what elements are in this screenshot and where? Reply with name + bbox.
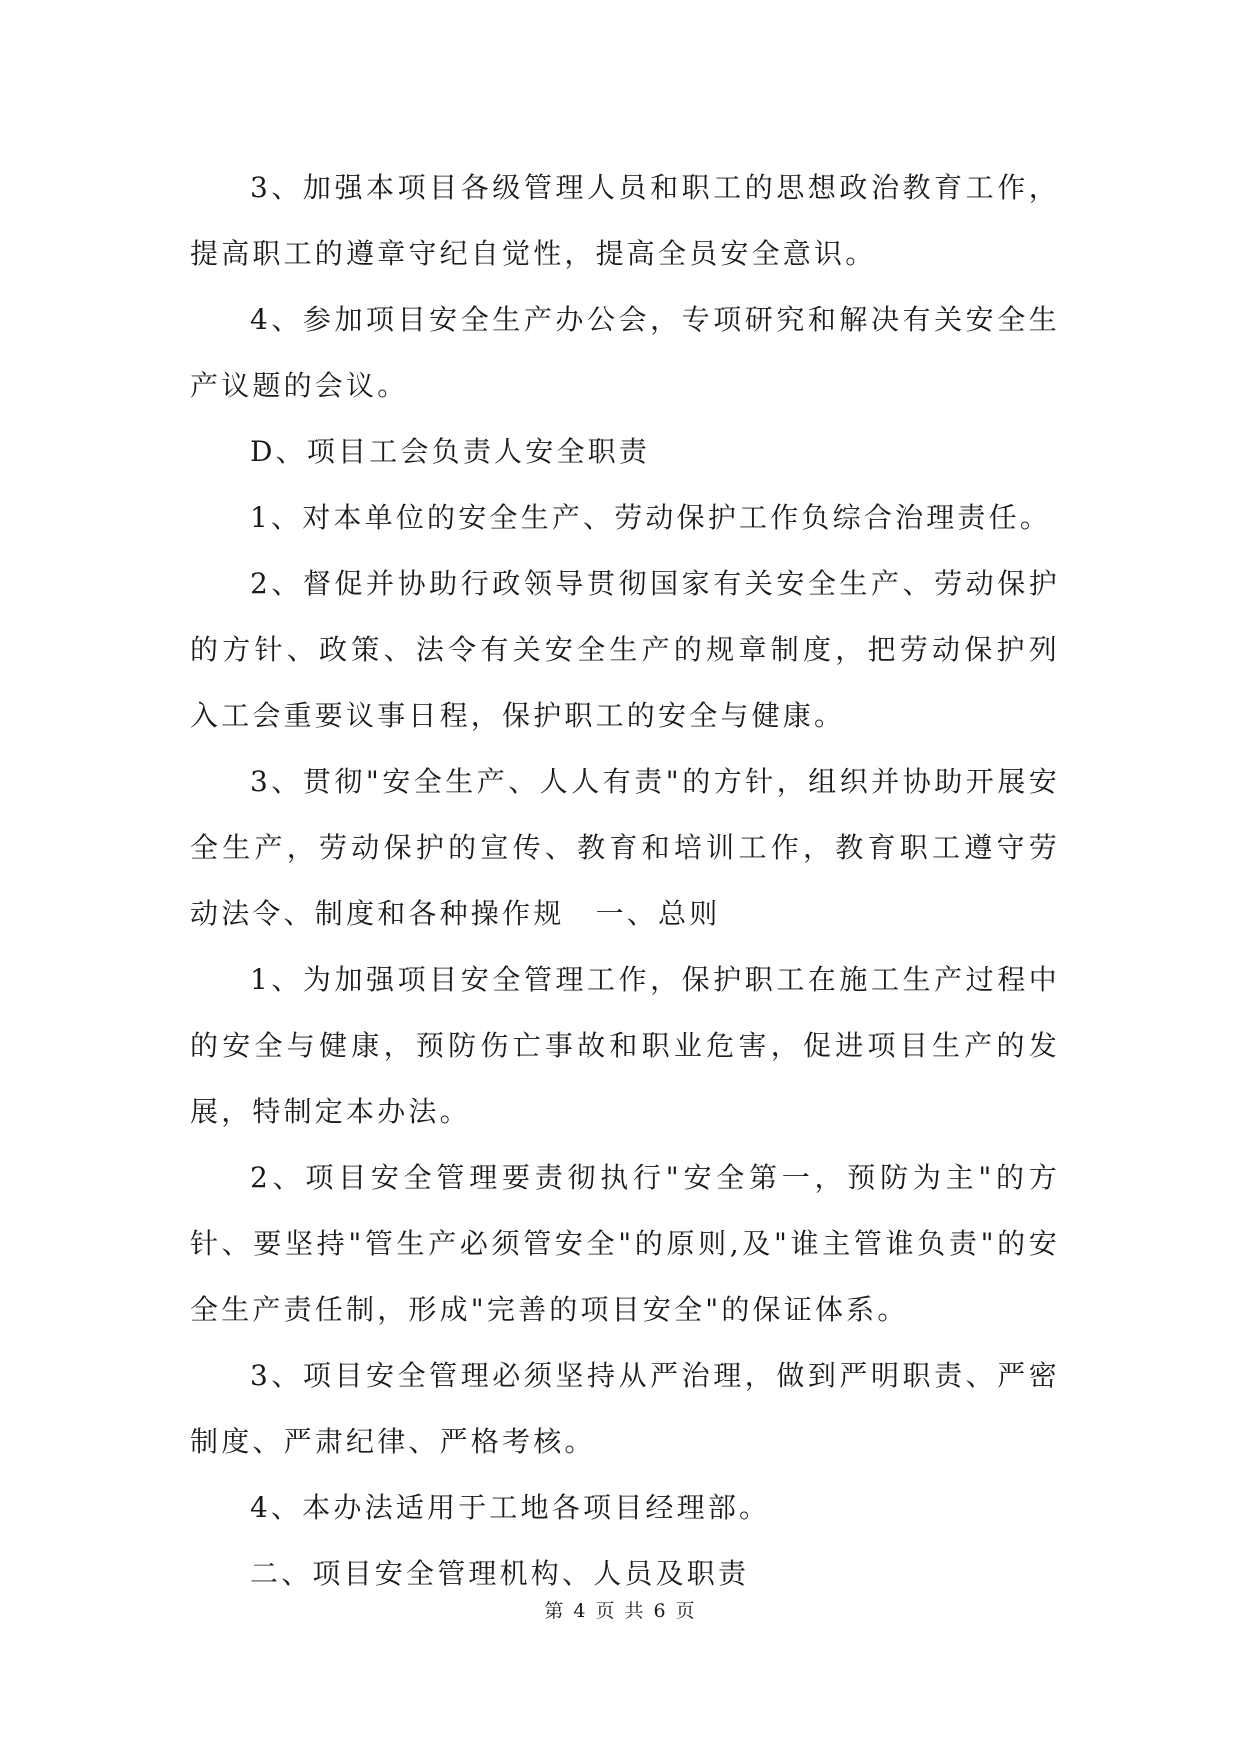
section-heading: D、项目工会负责人安全职责 [250,435,651,468]
paragraph: 4、参加项目安全生产办公会，专项研究和解决有关安全生产议题的会议。 [190,303,1060,402]
section-heading: 二、项目安全管理机构、人员及职责 [250,1557,750,1590]
paragraph: 3、项目安全管理必须坚持从严治理，做到严明职责、严密制度、严肃纪律、严格考核。 [190,1359,1060,1458]
paragraph: 2、督促并协助行政领导贯彻国家有关安全生产、劳动保护的方针、政策、法令有关安全生产的规章制度，把劳动保护列入工会重要议事日程，保护职工的安全与健康。 [190,567,1060,732]
page-number-footer: 第 4 页 共 6 页 [544,1600,697,1622]
paragraph: 1、对本单位的安全生产、劳动保护工作负综合治理责任。 [250,501,1052,534]
paragraph: 1、为加强项目安全管理工作，保护职工在施工生产过程中的安全与健康，预防伤亡事故和职业危害，促进项目生产的发展，特制定本办法。 [190,963,1060,1128]
paragraph: 3、加强本项目各级管理人员和职工的思想政治教育工作，提高职工的遵章守纪自觉性，提高全员安全意识。 [190,171,1060,270]
paragraph: 3、贯彻"安全生产、人人有责"的方针，组织并协助开展安全生产，劳动保护的宣传、教育和培训工作，教育职工遵守劳动法令、制度和各种操作规 一、总则 [190,765,1060,930]
paragraph: 4、本办法适用于工地各项目经理部。 [250,1491,771,1524]
document-body [190,155,1060,1607]
paragraph: 2、项目安全管理要责彻执行"安全第一，预防为主"的方针、要坚持"管生产必须管安全"的原则,及"谁主管谁负责"的安全生产责任制，形成"完善的项目安全"的保证体系。 [190,1161,1060,1326]
